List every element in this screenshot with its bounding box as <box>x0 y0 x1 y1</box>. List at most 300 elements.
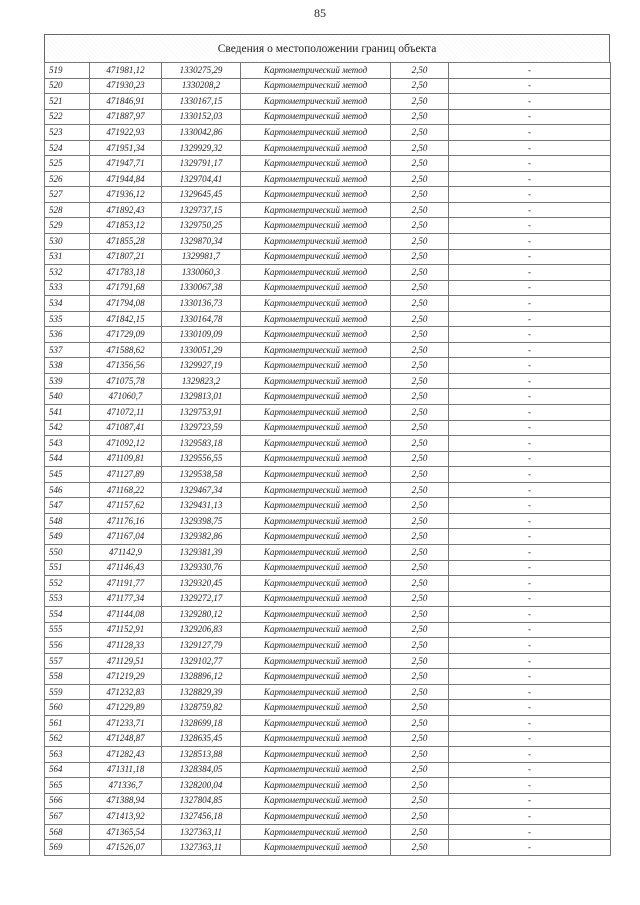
method-cell: Картометрический метод <box>241 125 391 141</box>
point-number-cell: 564 <box>45 762 90 778</box>
method-cell: Картометрический метод <box>241 824 391 840</box>
table-row <box>45 840 611 856</box>
point-number-cell: 555 <box>45 622 90 638</box>
coord-y-cell: 1330167,15 <box>162 94 241 110</box>
precision-cell: 2,50 <box>391 638 449 654</box>
point-number-cell: 562 <box>45 731 90 747</box>
precision-cell: 2,50 <box>391 793 449 809</box>
precision-cell: 2,50 <box>391 731 449 747</box>
method-cell: Картометрический метод <box>241 311 391 327</box>
coord-y-cell: 1329753,91 <box>162 405 241 421</box>
point-number-cell: 554 <box>45 607 90 623</box>
coord-y-cell: 1330136,73 <box>162 296 241 312</box>
description-cell: - <box>449 218 611 234</box>
coord-x-cell: 471176,16 <box>90 513 162 529</box>
description-cell: - <box>449 607 611 623</box>
point-number-cell: 566 <box>45 793 90 809</box>
coord-y-cell: 1327363,11 <box>162 840 241 856</box>
point-number-cell: 538 <box>45 358 90 374</box>
table-row <box>45 296 611 312</box>
precision-cell: 2,50 <box>391 560 449 576</box>
method-cell: Картометрический метод <box>241 778 391 794</box>
method-cell: Картометрический метод <box>241 747 391 763</box>
description-cell: - <box>449 824 611 840</box>
precision-cell: 2,50 <box>391 576 449 592</box>
description-cell: - <box>449 747 611 763</box>
coord-y-cell: 1330275,29 <box>162 63 241 79</box>
method-cell: Картометрический метод <box>241 513 391 529</box>
coord-y-cell: 1330164,78 <box>162 311 241 327</box>
point-number-cell: 546 <box>45 482 90 498</box>
point-number-cell: 525 <box>45 156 90 172</box>
method-cell: Картометрический метод <box>241 591 391 607</box>
coord-y-cell: 1329813,01 <box>162 389 241 405</box>
method-cell: Картометрический метод <box>241 684 391 700</box>
method-cell: Картометрический метод <box>241 607 391 623</box>
table-row <box>45 498 611 514</box>
method-cell: Картометрический метод <box>241 234 391 250</box>
description-cell: - <box>449 249 611 265</box>
table-row <box>45 669 611 685</box>
method-cell: Картометрический метод <box>241 156 391 172</box>
coord-x-cell: 471413,92 <box>90 809 162 825</box>
point-number-cell: 519 <box>45 63 90 79</box>
method-cell: Картометрический метод <box>241 700 391 716</box>
precision-cell: 2,50 <box>391 202 449 218</box>
description-cell: - <box>449 78 611 94</box>
table-row <box>45 94 611 110</box>
precision-cell: 2,50 <box>391 591 449 607</box>
description-cell: - <box>449 576 611 592</box>
boundary-points-table <box>44 62 611 856</box>
method-cell: Картометрический метод <box>241 622 391 638</box>
description-cell: - <box>449 669 611 685</box>
point-number-cell: 540 <box>45 389 90 405</box>
description-cell: - <box>449 560 611 576</box>
precision-cell: 2,50 <box>391 684 449 700</box>
point-number-cell: 544 <box>45 451 90 467</box>
coord-x-cell: 471191,77 <box>90 576 162 592</box>
point-number-cell: 523 <box>45 125 90 141</box>
description-cell: - <box>449 156 611 172</box>
point-number-cell: 535 <box>45 311 90 327</box>
point-number-cell: 559 <box>45 684 90 700</box>
precision-cell: 2,50 <box>391 109 449 125</box>
method-cell: Картометрический метод <box>241 560 391 576</box>
coord-x-cell: 471729,09 <box>90 327 162 343</box>
description-cell: - <box>449 358 611 374</box>
precision-cell: 2,50 <box>391 296 449 312</box>
method-cell: Картометрический метод <box>241 809 391 825</box>
precision-cell: 2,50 <box>391 218 449 234</box>
coord-y-cell: 1329431,13 <box>162 498 241 514</box>
precision-cell: 2,50 <box>391 809 449 825</box>
point-number-cell: 534 <box>45 296 90 312</box>
point-number-cell: 533 <box>45 280 90 296</box>
coord-x-cell: 471168,22 <box>90 482 162 498</box>
method-cell: Картометрический метод <box>241 544 391 560</box>
point-number-cell: 548 <box>45 513 90 529</box>
point-number-cell: 560 <box>45 700 90 716</box>
coord-y-cell: 1329737,15 <box>162 202 241 218</box>
coord-y-cell: 1329870,34 <box>162 234 241 250</box>
method-cell: Картометрический метод <box>241 342 391 358</box>
table-row <box>45 715 611 731</box>
precision-cell: 2,50 <box>391 311 449 327</box>
coord-x-cell: 471951,34 <box>90 140 162 156</box>
coord-y-cell: 1329556,55 <box>162 451 241 467</box>
precision-cell: 2,50 <box>391 778 449 794</box>
method-cell: Картометрический метод <box>241 171 391 187</box>
coord-y-cell: 1328896,12 <box>162 669 241 685</box>
table-row <box>45 731 611 747</box>
coord-y-cell: 1329981,7 <box>162 249 241 265</box>
coord-x-cell: 471807,21 <box>90 249 162 265</box>
coord-y-cell: 1329467,34 <box>162 482 241 498</box>
table-row <box>45 529 611 545</box>
coord-x-cell: 471336,7 <box>90 778 162 794</box>
point-number-cell: 569 <box>45 840 90 856</box>
table-row <box>45 591 611 607</box>
coord-x-cell: 471144,08 <box>90 607 162 623</box>
coord-x-cell: 471142,9 <box>90 544 162 560</box>
coord-x-cell: 471311,18 <box>90 762 162 778</box>
coord-y-cell: 1328200,04 <box>162 778 241 794</box>
table-row <box>45 607 611 623</box>
table-row <box>45 762 611 778</box>
coord-x-cell: 471232,83 <box>90 684 162 700</box>
table-row <box>45 78 611 94</box>
coord-x-cell: 471087,41 <box>90 420 162 436</box>
description-cell: - <box>449 622 611 638</box>
coord-x-cell: 471855,28 <box>90 234 162 250</box>
description-cell: - <box>449 420 611 436</box>
method-cell: Картометрический метод <box>241 389 391 405</box>
point-number-cell: 530 <box>45 234 90 250</box>
precision-cell: 2,50 <box>391 513 449 529</box>
table-row <box>45 327 611 343</box>
coord-x-cell: 471853,12 <box>90 218 162 234</box>
method-cell: Картометрический метод <box>241 451 391 467</box>
point-number-cell: 528 <box>45 202 90 218</box>
table-row <box>45 560 611 576</box>
boundary-table-frame <box>44 34 610 856</box>
precision-cell: 2,50 <box>391 700 449 716</box>
description-cell: - <box>449 715 611 731</box>
point-number-cell: 532 <box>45 265 90 281</box>
coord-x-cell: 471930,23 <box>90 78 162 94</box>
description-cell: - <box>449 234 611 250</box>
table-row <box>45 389 611 405</box>
table-row <box>45 140 611 156</box>
table-row <box>45 63 611 79</box>
point-number-cell: 539 <box>45 373 90 389</box>
precision-cell: 2,50 <box>391 653 449 669</box>
table-row <box>45 684 611 700</box>
coord-y-cell: 1329280,12 <box>162 607 241 623</box>
table-row <box>45 405 611 421</box>
description-cell: - <box>449 451 611 467</box>
description-cell: - <box>449 482 611 498</box>
description-cell: - <box>449 342 611 358</box>
table-row <box>45 638 611 654</box>
coord-y-cell: 1328759,82 <box>162 700 241 716</box>
description-cell: - <box>449 544 611 560</box>
table-row <box>45 265 611 281</box>
coord-y-cell: 1328384,05 <box>162 762 241 778</box>
table-row <box>45 700 611 716</box>
method-cell: Картометрический метод <box>241 373 391 389</box>
coord-y-cell: 1330208,2 <box>162 78 241 94</box>
description-cell: - <box>449 373 611 389</box>
coord-y-cell: 1330109,09 <box>162 327 241 343</box>
table-row <box>45 793 611 809</box>
precision-cell: 2,50 <box>391 187 449 203</box>
method-cell: Картометрический метод <box>241 296 391 312</box>
table-row <box>45 622 611 638</box>
table-row <box>45 280 611 296</box>
method-cell: Картометрический метод <box>241 482 391 498</box>
precision-cell: 2,50 <box>391 140 449 156</box>
coord-x-cell: 471892,43 <box>90 202 162 218</box>
method-cell: Картометрический метод <box>241 669 391 685</box>
description-cell: - <box>449 311 611 327</box>
description-cell: - <box>449 140 611 156</box>
coord-x-cell: 471092,12 <box>90 436 162 452</box>
table-row <box>45 202 611 218</box>
coord-x-cell: 471783,18 <box>90 265 162 281</box>
method-cell: Картометрический метод <box>241 327 391 343</box>
point-number-cell: 520 <box>45 78 90 94</box>
method-cell: Картометрический метод <box>241 187 391 203</box>
coord-y-cell: 1329206,83 <box>162 622 241 638</box>
point-number-cell: 561 <box>45 715 90 731</box>
table-row <box>45 187 611 203</box>
coord-x-cell: 471128,33 <box>90 638 162 654</box>
precision-cell: 2,50 <box>391 420 449 436</box>
method-cell: Картометрический метод <box>241 280 391 296</box>
precision-cell: 2,50 <box>391 747 449 763</box>
point-number-cell: 521 <box>45 94 90 110</box>
coord-y-cell: 1329102,77 <box>162 653 241 669</box>
table-row <box>45 342 611 358</box>
point-number-cell: 545 <box>45 467 90 483</box>
point-number-cell: 550 <box>45 544 90 560</box>
point-number-cell: 524 <box>45 140 90 156</box>
method-cell: Картометрический метод <box>241 78 391 94</box>
coord-x-cell: 471167,04 <box>90 529 162 545</box>
coord-y-cell: 1329127,79 <box>162 638 241 654</box>
description-cell: - <box>449 467 611 483</box>
precision-cell: 2,50 <box>391 389 449 405</box>
description-cell: - <box>449 731 611 747</box>
coord-y-cell: 1330067,38 <box>162 280 241 296</box>
precision-cell: 2,50 <box>391 824 449 840</box>
precision-cell: 2,50 <box>391 280 449 296</box>
point-number-cell: 527 <box>45 187 90 203</box>
table-row <box>45 249 611 265</box>
method-cell: Картометрический метод <box>241 715 391 731</box>
table-row <box>45 311 611 327</box>
description-cell: - <box>449 700 611 716</box>
table-row <box>45 576 611 592</box>
coord-y-cell: 1329320,45 <box>162 576 241 592</box>
coord-y-cell: 1329382,86 <box>162 529 241 545</box>
coord-x-cell: 471794,08 <box>90 296 162 312</box>
method-cell: Картометрический метод <box>241 653 391 669</box>
table-row <box>45 482 611 498</box>
description-cell: - <box>449 778 611 794</box>
coord-x-cell: 471887,97 <box>90 109 162 125</box>
coord-x-cell: 471152,91 <box>90 622 162 638</box>
precision-cell: 2,50 <box>391 482 449 498</box>
table-row <box>45 436 611 452</box>
method-cell: Картометрический метод <box>241 793 391 809</box>
method-cell: Картометрический метод <box>241 218 391 234</box>
point-number-cell: 553 <box>45 591 90 607</box>
method-cell: Картометрический метод <box>241 576 391 592</box>
description-cell: - <box>449 498 611 514</box>
point-number-cell: 557 <box>45 653 90 669</box>
table-row <box>45 234 611 250</box>
coord-y-cell: 1329750,25 <box>162 218 241 234</box>
coord-y-cell: 1329330,76 <box>162 560 241 576</box>
method-cell: Картометрический метод <box>241 405 391 421</box>
table-row <box>45 467 611 483</box>
coord-x-cell: 471947,71 <box>90 156 162 172</box>
method-cell: Картометрический метод <box>241 731 391 747</box>
precision-cell: 2,50 <box>391 762 449 778</box>
coord-y-cell: 1329723,59 <box>162 420 241 436</box>
coord-x-cell: 471388,94 <box>90 793 162 809</box>
description-cell: - <box>449 840 611 856</box>
description-cell: - <box>449 591 611 607</box>
coord-y-cell: 1329927,19 <box>162 358 241 374</box>
coord-y-cell: 1329704,41 <box>162 171 241 187</box>
method-cell: Картометрический метод <box>241 94 391 110</box>
point-number-cell: 541 <box>45 405 90 421</box>
method-cell: Картометрический метод <box>241 529 391 545</box>
point-number-cell: 536 <box>45 327 90 343</box>
method-cell: Картометрический метод <box>241 358 391 374</box>
precision-cell: 2,50 <box>391 156 449 172</box>
precision-cell: 2,50 <box>391 715 449 731</box>
coord-x-cell: 471219,29 <box>90 669 162 685</box>
coord-x-cell: 471356,56 <box>90 358 162 374</box>
coord-y-cell: 1329538,58 <box>162 467 241 483</box>
precision-cell: 2,50 <box>391 358 449 374</box>
description-cell: - <box>449 405 611 421</box>
table-row <box>45 156 611 172</box>
point-number-cell: 537 <box>45 342 90 358</box>
coord-x-cell: 471229,89 <box>90 700 162 716</box>
description-cell: - <box>449 809 611 825</box>
method-cell: Картометрический метод <box>241 420 391 436</box>
coord-x-cell: 471365,54 <box>90 824 162 840</box>
method-cell: Картометрический метод <box>241 63 391 79</box>
coord-y-cell: 1330060,3 <box>162 265 241 281</box>
coord-x-cell: 471177,34 <box>90 591 162 607</box>
method-cell: Картометрический метод <box>241 638 391 654</box>
description-cell: - <box>449 125 611 141</box>
coord-y-cell: 1328513,88 <box>162 747 241 763</box>
description-cell: - <box>449 171 611 187</box>
point-number-cell: 558 <box>45 669 90 685</box>
coord-y-cell: 1330042,86 <box>162 125 241 141</box>
precision-cell: 2,50 <box>391 125 449 141</box>
precision-cell: 2,50 <box>391 249 449 265</box>
coord-x-cell: 471157,62 <box>90 498 162 514</box>
point-number-cell: 526 <box>45 171 90 187</box>
precision-cell: 2,50 <box>391 234 449 250</box>
description-cell: - <box>449 389 611 405</box>
point-number-cell: 565 <box>45 778 90 794</box>
table-row <box>45 513 611 529</box>
method-cell: Картометрический метод <box>241 762 391 778</box>
description-cell: - <box>449 296 611 312</box>
coord-y-cell: 1327363,11 <box>162 824 241 840</box>
precision-cell: 2,50 <box>391 467 449 483</box>
description-cell: - <box>449 280 611 296</box>
description-cell: - <box>449 793 611 809</box>
precision-cell: 2,50 <box>391 94 449 110</box>
precision-cell: 2,50 <box>391 436 449 452</box>
description-cell: - <box>449 327 611 343</box>
coord-y-cell: 1329791,17 <box>162 156 241 172</box>
coord-y-cell: 1327456,18 <box>162 809 241 825</box>
coord-x-cell: 471060,7 <box>90 389 162 405</box>
description-cell: - <box>449 762 611 778</box>
point-number-cell: 549 <box>45 529 90 545</box>
table-row <box>45 420 611 436</box>
point-number-cell: 567 <box>45 809 90 825</box>
method-cell: Картометрический метод <box>241 202 391 218</box>
coord-x-cell: 471588,62 <box>90 342 162 358</box>
table-row <box>45 809 611 825</box>
coord-x-cell: 471944,84 <box>90 171 162 187</box>
method-cell: Картометрический метод <box>241 265 391 281</box>
coord-y-cell: 1328635,45 <box>162 731 241 747</box>
point-number-cell: 551 <box>45 560 90 576</box>
method-cell: Картометрический метод <box>241 467 391 483</box>
page-number: 85 <box>314 6 326 20</box>
coord-x-cell: 471842,15 <box>90 311 162 327</box>
coord-x-cell: 471075,78 <box>90 373 162 389</box>
precision-cell: 2,50 <box>391 171 449 187</box>
point-number-cell: 531 <box>45 249 90 265</box>
method-cell: Картометрический метод <box>241 436 391 452</box>
description-cell: - <box>449 684 611 700</box>
coord-x-cell: 471129,51 <box>90 653 162 669</box>
coord-y-cell: 1328699,18 <box>162 715 241 731</box>
coord-y-cell: 1329583,18 <box>162 436 241 452</box>
coord-y-cell: 1329272,17 <box>162 591 241 607</box>
coord-x-cell: 471233,71 <box>90 715 162 731</box>
coord-x-cell: 471248,87 <box>90 731 162 747</box>
method-cell: Картометрический метод <box>241 498 391 514</box>
point-number-cell: 552 <box>45 576 90 592</box>
table-row <box>45 358 611 374</box>
coord-x-cell: 471981,12 <box>90 63 162 79</box>
precision-cell: 2,50 <box>391 451 449 467</box>
table-row <box>45 747 611 763</box>
precision-cell: 2,50 <box>391 544 449 560</box>
description-cell: - <box>449 529 611 545</box>
coord-x-cell: 471127,89 <box>90 467 162 483</box>
method-cell: Картометрический метод <box>241 840 391 856</box>
precision-cell: 2,50 <box>391 840 449 856</box>
point-number-cell: 547 <box>45 498 90 514</box>
